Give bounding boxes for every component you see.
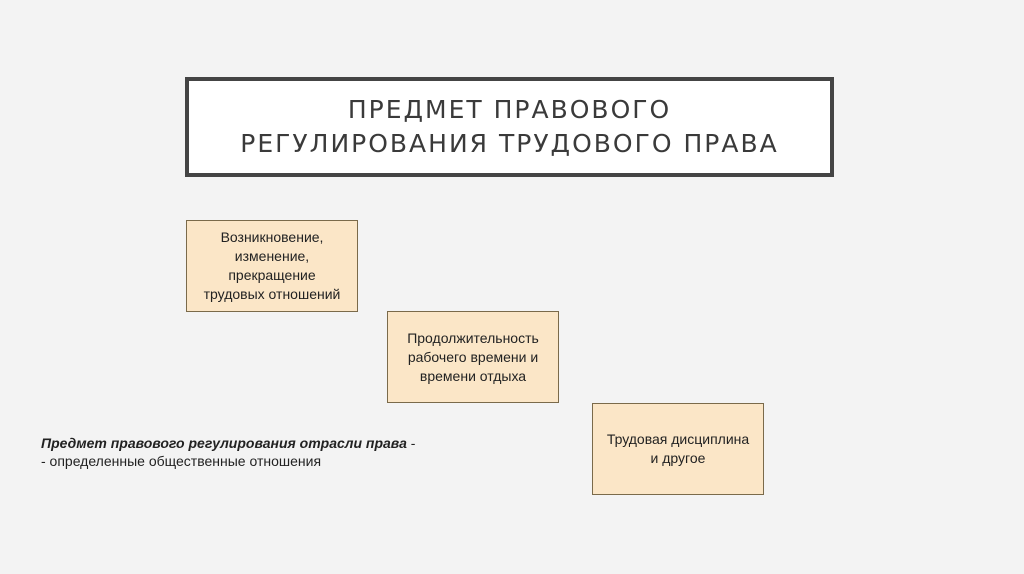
subject-box-text: [204, 228, 341, 304]
definition-term: Предмет правового регулирования отрасли права: [41, 435, 407, 451]
box-line: трудовых отношений: [203, 286, 341, 302]
title-line-1: ПРЕДМЕТ ПРАВОВОГО: [347, 95, 672, 124]
box-line: Возникновение,: [220, 229, 324, 245]
subject-box-working-time: [387, 311, 559, 403]
box-line: рабочего времени и: [407, 348, 539, 365]
subject-box-discipline: [592, 403, 764, 495]
box-line: изменение,: [234, 248, 310, 264]
box-line: и другое: [650, 450, 706, 466]
box-line: прекращение: [228, 267, 316, 283]
slide-title: [240, 93, 778, 161]
subject-box-labor-relations: [186, 220, 358, 312]
subject-box-text: [607, 430, 749, 468]
subject-box-text: [407, 329, 539, 386]
definition-term-suffix: -: [406, 435, 416, 451]
title-box: [185, 77, 834, 177]
box-line: Трудовая дисциплина: [606, 431, 750, 447]
definition-line-1: [41, 434, 461, 452]
definition-text: [41, 434, 461, 470]
title-line-2: РЕГУЛИРОВАНИЯ ТРУДОВОГО ПРАВА: [240, 129, 779, 158]
box-line: Продолжительность: [407, 329, 539, 346]
definition-line-2: - определенные общественные отношения: [41, 453, 322, 469]
box-line: времени отдыха: [419, 367, 527, 384]
